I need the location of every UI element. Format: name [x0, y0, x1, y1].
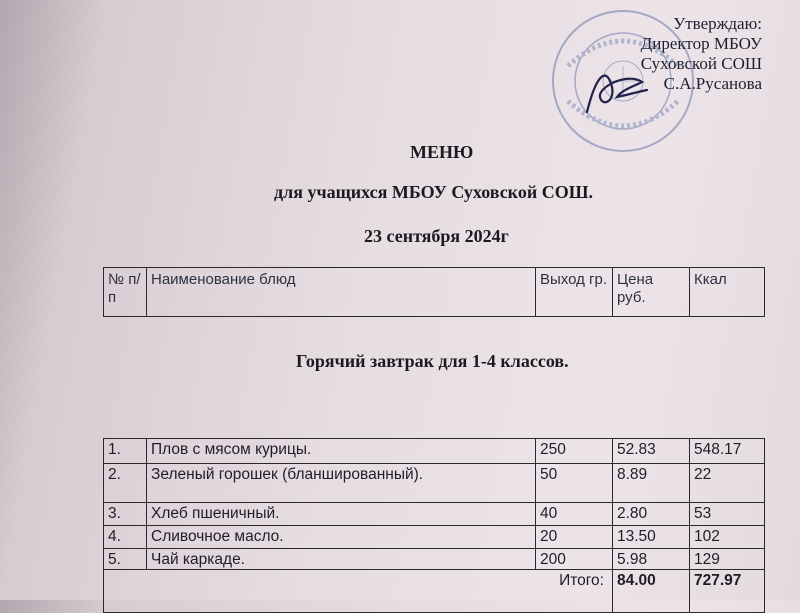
row-kcal: 129	[690, 549, 765, 570]
row-price: 13.50	[613, 526, 690, 549]
section-title: Горячий завтрак для 1-4 классов.	[296, 351, 569, 371]
row-kcal: 53	[690, 503, 765, 526]
row-yield: 200	[536, 549, 613, 570]
row-name: Зеленый горошек (бланшированный).	[147, 464, 536, 503]
total-label: Итого:	[104, 570, 613, 613]
table-row	[104, 503, 765, 526]
approval-name: С.А.Русанова	[663, 74, 762, 93]
row-kcal: 548.17	[690, 439, 765, 464]
row-num: 1.	[104, 439, 147, 464]
table-row	[104, 439, 765, 464]
row-name: Чай каркаде.	[147, 549, 536, 570]
table-row	[104, 526, 765, 549]
row-num: 4.	[104, 526, 147, 549]
approval-position: Директор МБОУ	[640, 34, 762, 53]
row-price: 52.83	[613, 439, 690, 464]
row-yield: 20	[536, 526, 613, 549]
document-title: МЕНЮ	[410, 142, 474, 162]
row-price: 8.89	[613, 464, 690, 503]
approval-school: Суховской СОШ	[640, 54, 762, 73]
total-kcal: 727.97	[690, 570, 765, 613]
document-date: 23 сентября 2024г	[364, 226, 509, 246]
row-num: 3.	[104, 503, 147, 526]
row-name: Сливочное масло.	[147, 526, 536, 549]
row-price: 5.98	[613, 549, 690, 570]
row-name: Хлеб пшеничный.	[147, 503, 536, 526]
approval-title: Утверждаю:	[673, 14, 762, 33]
table-row	[104, 464, 765, 503]
document-subtitle: для учащихся МБОУ Суховской СОШ.	[274, 182, 593, 202]
row-yield: 40	[536, 503, 613, 526]
row-kcal: 22	[690, 464, 765, 503]
row-num: 2.	[104, 464, 147, 503]
header-price: Цена руб.	[613, 268, 690, 317]
approval-block	[612, 14, 762, 94]
row-num: 5.	[104, 549, 147, 570]
header-num: № п/п	[104, 268, 147, 317]
row-yield: 250	[536, 439, 613, 464]
row-name: Плов с мясом курицы.	[147, 439, 536, 464]
header-yield: Выход гр.	[536, 268, 613, 317]
row-kcal: 102	[690, 526, 765, 549]
total-row	[104, 570, 765, 613]
header-name: Наименование блюд	[147, 268, 536, 317]
menu-header-table	[103, 267, 765, 317]
table-row	[104, 549, 765, 570]
row-yield: 50	[536, 464, 613, 503]
row-price: 2.80	[613, 503, 690, 526]
menu-items-table	[103, 438, 765, 613]
header-kcal: Ккал	[690, 268, 765, 317]
total-price: 84.00	[613, 570, 690, 613]
